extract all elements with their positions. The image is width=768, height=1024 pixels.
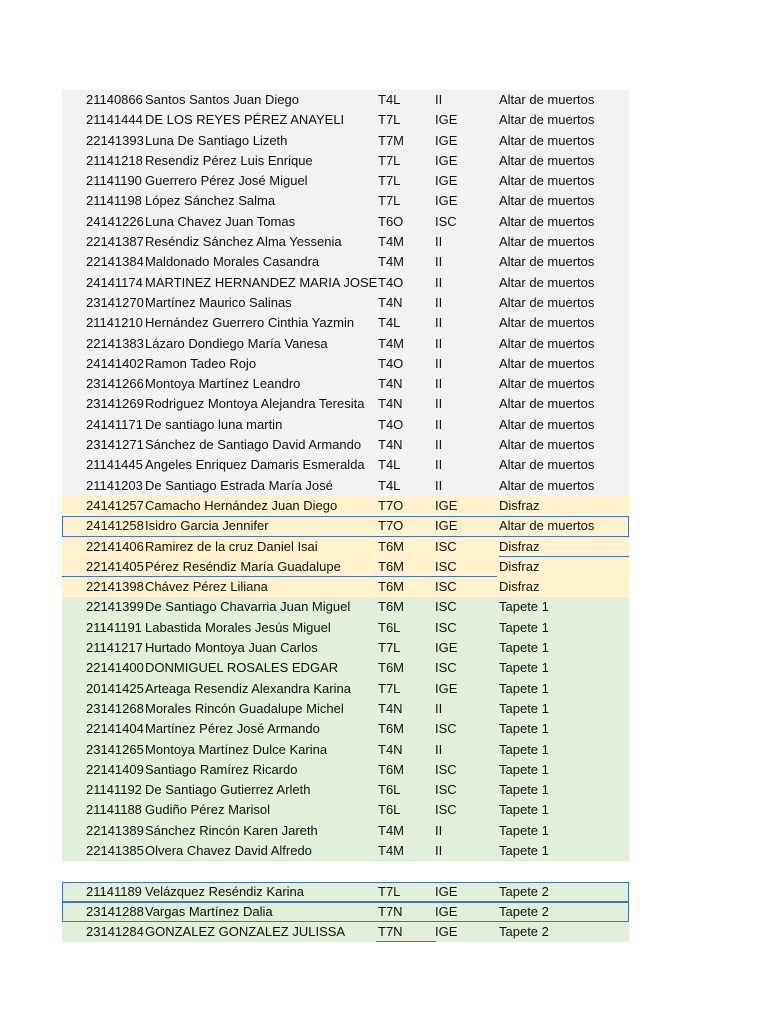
group-cell[interactable]: T6L — [378, 619, 401, 635]
activity-cell[interactable]: Altar de muertos — [499, 274, 595, 290]
student-id-cell[interactable]: 24141171 — [86, 416, 143, 432]
group-cell[interactable]: T7L — [378, 883, 401, 899]
student-name-cell[interactable]: Sánchez Rincón Karen Jareth — [145, 822, 318, 838]
activity-cell[interactable]: Altar de muertos — [499, 173, 595, 189]
activity-cell[interactable]: Disfraz — [499, 579, 540, 595]
group-cell[interactable]: T7N — [378, 924, 403, 940]
group-cell[interactable]: T7L — [378, 680, 401, 696]
activity-cell[interactable]: Altar de muertos — [499, 477, 595, 493]
student-name-cell[interactable]: Arteaga Resendiz Alexandra Karina — [145, 680, 351, 696]
student-name-cell[interactable]: Santos Santos Juan Diego — [145, 92, 299, 107]
activity-cell[interactable]: Altar de muertos — [499, 152, 595, 168]
career-cell[interactable]: II — [435, 477, 443, 493]
group-cell[interactable]: T6M — [378, 538, 404, 554]
table-row[interactable] — [62, 537, 629, 557]
activity-cell[interactable]: Tapete 1 — [499, 721, 549, 737]
student-id-cell[interactable]: 22141398 — [86, 579, 144, 595]
student-name-cell[interactable]: Montoya Martínez Leandro — [145, 376, 301, 392]
student-id-cell[interactable]: 23141284 — [86, 924, 144, 940]
student-name-cell[interactable]: Chávez Pérez Liliana — [145, 579, 268, 595]
table-row[interactable] — [62, 476, 629, 496]
career-cell[interactable]: ISC — [435, 619, 457, 635]
group-cell[interactable]: T4O — [378, 274, 404, 290]
career-cell[interactable]: ISC — [435, 782, 457, 798]
student-name-cell[interactable]: GONZALEZ GONZALEZ JULISSA — [145, 924, 346, 940]
career-cell[interactable]: IGE — [435, 132, 458, 148]
table-row[interactable] — [62, 882, 629, 902]
student-name-cell[interactable]: DONMIGUEL ROSALES EDGAR — [145, 660, 339, 676]
activity-cell[interactable]: Altar de muertos — [499, 376, 595, 392]
table-row[interactable] — [62, 394, 629, 414]
group-cell[interactable]: T4N — [378, 741, 403, 757]
student-name-cell[interactable]: Resendiz Pérez Luis Enrique — [145, 152, 313, 168]
table-row[interactable] — [62, 354, 629, 374]
career-cell[interactable]: II — [435, 294, 443, 310]
student-id-cell[interactable]: 21141217 — [86, 640, 143, 656]
student-id-cell[interactable]: 21141191 — [86, 619, 142, 635]
activity-cell[interactable]: Tapete 1 — [499, 822, 549, 838]
career-cell[interactable]: IGE — [435, 112, 458, 128]
career-cell[interactable]: IGE — [435, 152, 458, 168]
table-row[interactable] — [62, 374, 629, 394]
career-cell[interactable]: IGE — [435, 640, 458, 656]
group-cell[interactable]: T7L — [378, 152, 401, 168]
student-name-cell[interactable]: Reséndiz Sánchez Alma Yessenia — [145, 234, 342, 250]
group-cell[interactable]: T4M — [378, 234, 404, 250]
activity-cell[interactable]: Altar de muertos — [499, 294, 595, 310]
student-name-cell[interactable]: Sánchez de Santiago David Armando — [145, 437, 362, 453]
activity-cell[interactable]: Altar de muertos — [499, 355, 595, 371]
activity-cell[interactable]: Tapete 2 — [499, 903, 549, 919]
table-row[interactable] — [62, 597, 629, 617]
activity-cell[interactable]: Altar de muertos — [499, 335, 595, 351]
student-id-cell[interactable]: 24141257 — [86, 497, 144, 513]
table-row[interactable] — [62, 780, 629, 800]
career-cell[interactable]: II — [435, 842, 443, 858]
table-row[interactable] — [62, 273, 629, 293]
activity-cell[interactable]: Tapete 1 — [499, 599, 549, 615]
table-row[interactable] — [62, 902, 629, 922]
activity-cell[interactable]: Tapete 1 — [499, 680, 549, 696]
table-row[interactable] — [62, 171, 629, 191]
group-cell[interactable]: T7L — [378, 112, 401, 128]
activity-cell[interactable]: Altar de muertos — [499, 92, 595, 107]
group-cell[interactable]: T6M — [378, 761, 404, 777]
student-id-cell[interactable]: 23141288 — [86, 903, 144, 919]
table-row[interactable] — [62, 151, 629, 171]
student-id-cell[interactable]: 23141266 — [86, 376, 144, 392]
student-id-cell[interactable]: 22141387 — [86, 234, 144, 250]
activity-cell[interactable]: Tapete 1 — [499, 802, 549, 818]
blank-row — [62, 861, 629, 881]
table-row[interactable] — [62, 110, 629, 130]
student-id-cell[interactable]: 21141198 — [86, 193, 142, 209]
activity-cell[interactable]: Altar de muertos — [499, 315, 595, 331]
student-id-cell[interactable]: 21141189 — [86, 883, 142, 899]
student-id-cell[interactable]: 21141188 — [86, 802, 142, 818]
career-cell[interactable]: II — [435, 254, 443, 270]
student-name-cell[interactable]: Luna De Santiago Lizeth — [145, 132, 288, 148]
career-cell[interactable]: II — [435, 335, 443, 351]
student-name-cell[interactable]: De Santiago Chavarria Juan Miguel — [145, 599, 351, 615]
activity-cell[interactable]: Altar de muertos — [499, 132, 595, 148]
table-row[interactable] — [62, 841, 629, 861]
table-row[interactable] — [62, 212, 629, 232]
group-cell[interactable]: T6M — [378, 660, 404, 676]
career-cell[interactable]: ISC — [435, 599, 457, 615]
student-id-cell[interactable]: 21141192 — [86, 782, 142, 798]
group-cell[interactable]: T4L — [378, 457, 401, 473]
student-name-cell[interactable]: MARTINEZ HERNANDEZ MARIA JOSE — [145, 274, 378, 290]
student-id-cell[interactable]: 22141400 — [86, 660, 144, 676]
career-cell[interactable]: IGE — [435, 883, 458, 899]
student-id-cell[interactable]: 21141190 — [86, 173, 142, 189]
table-row[interactable] — [62, 191, 629, 211]
student-name-cell[interactable]: Pérez Reséndiz María Guadalupe — [145, 558, 341, 574]
student-id-cell[interactable]: 21141218 — [86, 152, 143, 168]
student-name-cell[interactable]: De santiago luna martin — [145, 416, 283, 432]
activity-cell[interactable]: Tapete 1 — [499, 782, 549, 798]
activity-cell[interactable]: Tapete 2 — [499, 924, 549, 940]
table-row[interactable] — [62, 577, 629, 597]
career-cell[interactable]: II — [435, 355, 443, 371]
student-id-cell[interactable]: 21141445 — [86, 457, 143, 473]
table-row[interactable] — [62, 516, 629, 536]
career-cell[interactable]: ISC — [435, 802, 457, 818]
activity-cell[interactable]: Altar de muertos — [499, 518, 595, 534]
activity-cell[interactable]: Altar de muertos — [499, 112, 595, 128]
table-row[interactable] — [62, 638, 629, 658]
student-id-cell[interactable]: 21141210 — [86, 315, 143, 331]
group-cell[interactable]: T4N — [378, 376, 403, 392]
group-cell[interactable]: T4M — [378, 335, 404, 351]
activity-cell[interactable]: Disfraz — [499, 558, 540, 574]
activity-cell[interactable]: Tapete 1 — [499, 660, 549, 676]
group-cell[interactable]: T4M — [378, 822, 404, 838]
student-id-cell[interactable]: 22141404 — [86, 721, 144, 737]
group-cell[interactable]: T7L — [378, 173, 401, 189]
student-name-cell[interactable]: Martínez Pérez José Armando — [145, 721, 320, 737]
student-id-cell[interactable]: 24141402 — [86, 355, 144, 371]
career-cell[interactable]: IGE — [435, 518, 458, 534]
student-name-cell[interactable]: Isidro Garcia Jennifer — [145, 518, 269, 534]
student-name-cell[interactable]: Rodriguez Montoya Alejandra Teresita — [145, 396, 365, 412]
table-row[interactable] — [62, 293, 629, 313]
student-name-cell[interactable]: DE LOS REYES PÉREZ ANAYELI — [145, 112, 345, 128]
student-name-cell[interactable]: Ramirez de la cruz Daniel Isai — [145, 538, 318, 554]
group-cell[interactable]: T7O — [378, 518, 404, 534]
career-cell[interactable]: ISC — [435, 213, 457, 229]
student-name-cell[interactable]: Martínez Maurico Salinas — [145, 294, 292, 310]
student-id-cell[interactable]: 22141383 — [86, 335, 144, 351]
career-cell[interactable]: ISC — [435, 761, 457, 777]
student-name-cell[interactable]: Olvera Chavez David Alfredo — [145, 842, 312, 858]
table-row[interactable] — [62, 435, 629, 455]
group-cell[interactable]: T4O — [378, 355, 404, 371]
student-name-cell[interactable]: Ramon Tadeo Rojo — [145, 355, 257, 371]
table-row[interactable] — [62, 922, 629, 942]
group-cell[interactable]: T6L — [378, 802, 401, 818]
table-row[interactable] — [62, 800, 629, 820]
activity-cell[interactable]: Altar de muertos — [499, 416, 595, 432]
student-id-cell[interactable]: 22141409 — [86, 761, 144, 777]
student-name-cell[interactable]: Gudiño Pérez Marisol — [145, 802, 270, 818]
student-id-cell[interactable]: 22141393 — [86, 132, 144, 148]
table-row[interactable] — [62, 719, 629, 739]
student-id-cell[interactable]: 24141174 — [86, 274, 143, 290]
activity-cell[interactable]: Tapete 1 — [499, 842, 549, 858]
student-id-cell[interactable]: 22141406 — [86, 538, 144, 554]
activity-cell[interactable]: Tapete 2 — [499, 883, 549, 899]
student-id-cell[interactable]: 23141271 — [86, 437, 144, 453]
career-cell[interactable]: II — [435, 741, 443, 757]
student-id-cell[interactable]: 23141270 — [86, 294, 144, 310]
activity-cell[interactable]: Disfraz — [499, 497, 540, 513]
activity-cell[interactable]: Altar de muertos — [499, 213, 595, 229]
spreadsheet-table — [62, 90, 629, 942]
career-cell[interactable]: IGE — [435, 497, 458, 513]
group-cell[interactable]: T6M — [378, 558, 404, 574]
group-cell[interactable]: T6L — [378, 782, 401, 798]
career-cell[interactable]: II — [435, 700, 443, 716]
table-row[interactable] — [62, 618, 629, 638]
table-row[interactable] — [62, 557, 629, 577]
career-cell[interactable]: IGE — [435, 903, 458, 919]
student-name-cell[interactable]: Luna Chavez Juan Tomas — [145, 213, 296, 229]
student-name-cell[interactable]: Velázquez Reséndiz Karina — [145, 883, 304, 899]
student-id-cell[interactable]: 24141226 — [86, 213, 144, 229]
group-cell[interactable]: T6M — [378, 721, 404, 737]
student-name-cell[interactable]: Labastida Morales Jesús Miguel — [145, 619, 331, 635]
group-cell[interactable]: T7L — [378, 640, 401, 656]
table-row[interactable] — [62, 232, 629, 252]
group-cell[interactable]: T7O — [378, 497, 404, 513]
group-cell[interactable]: T4L — [378, 92, 401, 107]
table-row[interactable] — [62, 658, 629, 678]
career-cell[interactable]: II — [435, 234, 443, 250]
student-id-cell[interactable]: 23141268 — [86, 700, 144, 716]
activity-cell[interactable]: Tapete 1 — [499, 619, 549, 635]
table-row[interactable] — [62, 821, 629, 841]
student-name-cell[interactable]: Morales Rincón Guadalupe Michel — [145, 700, 344, 716]
group-cell[interactable]: T4M — [378, 842, 404, 858]
student-name-cell[interactable]: De Santiago Gutierrez Arleth — [145, 782, 311, 798]
group-cell[interactable]: T4L — [378, 477, 401, 493]
table-row[interactable] — [62, 740, 629, 760]
group-cell[interactable]: T7N — [378, 903, 403, 919]
student-name-cell[interactable]: Guerrero Pérez José Miguel — [145, 173, 308, 189]
career-cell[interactable]: II — [435, 822, 443, 838]
career-cell[interactable]: IGE — [435, 680, 458, 696]
career-cell[interactable]: ISC — [435, 660, 457, 676]
group-cell[interactable]: T7M — [378, 132, 404, 148]
activity-cell[interactable]: Tapete 1 — [499, 700, 549, 716]
career-cell[interactable]: II — [435, 416, 443, 432]
activity-cell[interactable]: Altar de muertos — [499, 193, 595, 209]
career-cell[interactable]: IGE — [435, 173, 458, 189]
group-cell[interactable]: T4M — [378, 254, 404, 270]
student-name-cell[interactable]: Lázaro Dondiego María Vanesa — [145, 335, 328, 351]
career-cell[interactable]: II — [435, 315, 443, 331]
activity-cell[interactable]: Altar de muertos — [499, 234, 595, 250]
career-cell[interactable]: II — [435, 396, 443, 412]
student-name-cell[interactable]: Angeles Enriquez Damaris Esmeralda — [145, 457, 365, 473]
table-row[interactable] — [62, 679, 629, 699]
career-cell[interactable]: II — [435, 92, 443, 107]
student-name-cell[interactable]: Santiago Ramírez Ricardo — [145, 761, 298, 777]
activity-cell[interactable]: Tapete 1 — [499, 761, 549, 777]
student-id-cell[interactable]: 23141265 — [86, 741, 144, 757]
student-id-cell[interactable]: 22141399 — [86, 599, 144, 615]
table-row[interactable] — [62, 699, 629, 719]
career-cell[interactable]: II — [435, 274, 443, 290]
student-name-cell[interactable]: Vargas Martínez Dalia — [145, 903, 273, 919]
group-cell[interactable]: T6M — [378, 599, 404, 615]
group-cell[interactable]: T6M — [378, 579, 404, 595]
student-name-cell[interactable]: Hurtado Montoya Juan Carlos — [145, 640, 318, 656]
career-cell[interactable]: ISC — [435, 721, 457, 737]
table-row[interactable] — [62, 252, 629, 272]
student-id-cell[interactable]: 20141425 — [86, 680, 144, 696]
student-name-cell[interactable]: Montoya Martínez Dulce Karina — [145, 741, 328, 757]
table-row[interactable] — [62, 313, 629, 333]
career-cell[interactable]: II — [435, 437, 443, 453]
student-id-cell[interactable]: 22141405 — [86, 558, 144, 574]
student-id-cell[interactable]: 22141389 — [86, 822, 144, 838]
career-cell[interactable]: ISC — [435, 579, 457, 595]
career-cell[interactable]: IGE — [435, 193, 458, 209]
career-cell[interactable]: IGE — [435, 924, 458, 940]
group-cell[interactable]: T4N — [378, 437, 403, 453]
career-cell[interactable]: II — [435, 457, 443, 473]
student-name-cell[interactable]: Hernández Guerrero Cinthia Yazmin — [145, 315, 355, 331]
student-id-cell[interactable]: 21141444 — [86, 112, 143, 128]
table-row[interactable] — [62, 455, 629, 475]
student-id-cell[interactable]: 24141258 — [86, 518, 144, 534]
activity-cell[interactable]: Disfraz — [499, 538, 540, 554]
activity-cell[interactable]: Altar de muertos — [499, 254, 595, 270]
group-cell[interactable]: T4O — [378, 416, 404, 432]
table-row[interactable] — [62, 496, 629, 516]
student-id-cell[interactable]: 23141269 — [86, 396, 144, 412]
table-row[interactable] — [62, 90, 629, 110]
activity-cell[interactable]: Altar de muertos — [499, 396, 595, 412]
activity-cell[interactable]: Tapete 1 — [499, 741, 549, 757]
table-row[interactable] — [62, 131, 629, 151]
student-id-cell[interactable]: 22141384 — [86, 254, 144, 270]
student-id-cell[interactable]: 21141203 — [86, 477, 143, 493]
table-row[interactable] — [62, 760, 629, 780]
activity-cell[interactable]: Tapete 1 — [499, 640, 549, 656]
table-row[interactable] — [62, 415, 629, 435]
career-cell[interactable]: ISC — [435, 558, 457, 574]
group-cell[interactable]: T6O — [378, 213, 404, 229]
student-name-cell[interactable]: Camacho Hernández Juan Diego — [145, 497, 338, 513]
student-name-cell[interactable]: Maldonado Morales Casandra — [145, 254, 320, 270]
group-cell[interactable]: T4N — [378, 700, 403, 716]
student-id-cell[interactable]: 21140866 — [86, 92, 143, 107]
table-row[interactable] — [62, 334, 629, 354]
student-id-cell[interactable]: 22141385 — [86, 842, 144, 858]
group-cell[interactable]: T4N — [378, 396, 403, 412]
group-cell[interactable]: T7L — [378, 193, 401, 209]
activity-cell[interactable]: Altar de muertos — [499, 457, 595, 473]
activity-cell[interactable]: Altar de muertos — [499, 437, 595, 453]
group-cell[interactable]: T4L — [378, 315, 401, 331]
student-name-cell[interactable]: López Sánchez Salma — [145, 193, 276, 209]
career-cell[interactable]: ISC — [435, 538, 457, 554]
career-cell[interactable]: II — [435, 376, 443, 392]
student-name-cell[interactable]: De Santiago Estrada María José — [145, 477, 333, 493]
group-cell[interactable]: T4N — [378, 294, 403, 310]
